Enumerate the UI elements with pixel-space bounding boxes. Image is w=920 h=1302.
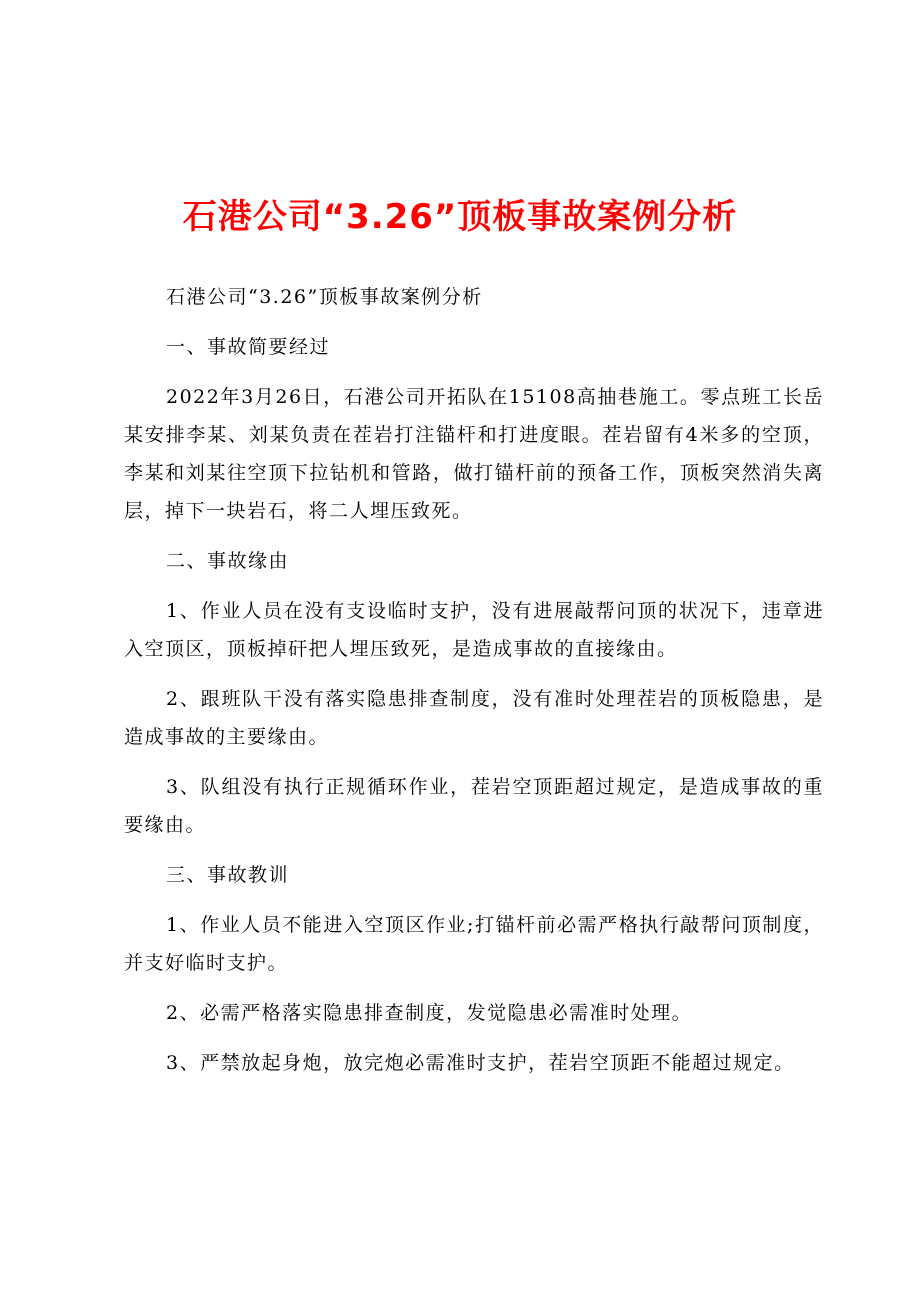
paragraph-cause-2: 2、跟班队干没有落实隐患排查制度，没有准时处理茬岩的顶板隐患，是造成事故的主要缘由。 (124, 688, 824, 748)
paragraph-lesson-1: 1、作业人员不能进入空顶区作业;打锚杆前必需严格执行敲帮问顶制度，并支好临时支护。 (124, 914, 824, 974)
paragraph-lesson-2: 2、必需严格落实隐患排查制度，发觉隐患必需准时处理。 (166, 1002, 693, 1024)
section-heading-1: 一、事故简要经过 (166, 336, 331, 358)
paragraph-subtitle: 石港公司“3.26”顶板事故案例分析 (166, 286, 483, 308)
document-title: 石港公司“3.26”顶板事故案例分析 (182, 197, 738, 237)
paragraph-incident-summary: 2022年3月26日，石港公司开拓队在15108高抽巷施工。零点班工长岳某安排李某、刘某负责在茬岩打注锚杆和打进度眼。茬岩留有4米多的空顶，李某和刘某往空顶下拉钻机和管路，做打锚杆前的预备工作，顶板突然消失离层，掉下一块岩石，将二人埋压致死。 (124, 386, 824, 522)
section-heading-3: 三、事故教训 (166, 864, 290, 886)
section-heading-2: 二、事故缘由 (166, 550, 290, 572)
document-body (124, 278, 824, 1094)
paragraph-lesson-3: 3、严禁放起身炮，放完炮必需准时支护，茬岩空顶距不能超过规定。 (166, 1052, 795, 1074)
paragraph-cause-1: 1、作业人员在没有支设临时支护，没有进展敲帮问顶的状况下，违章进入空顶区，顶板掉矸把人埋压致死，是造成事故的直接缘由。 (124, 600, 824, 660)
paragraph-cause-3: 3、队组没有执行正规循环作业，茬岩空顶距超过规定，是造成事故的重要缘由。 (124, 776, 824, 836)
